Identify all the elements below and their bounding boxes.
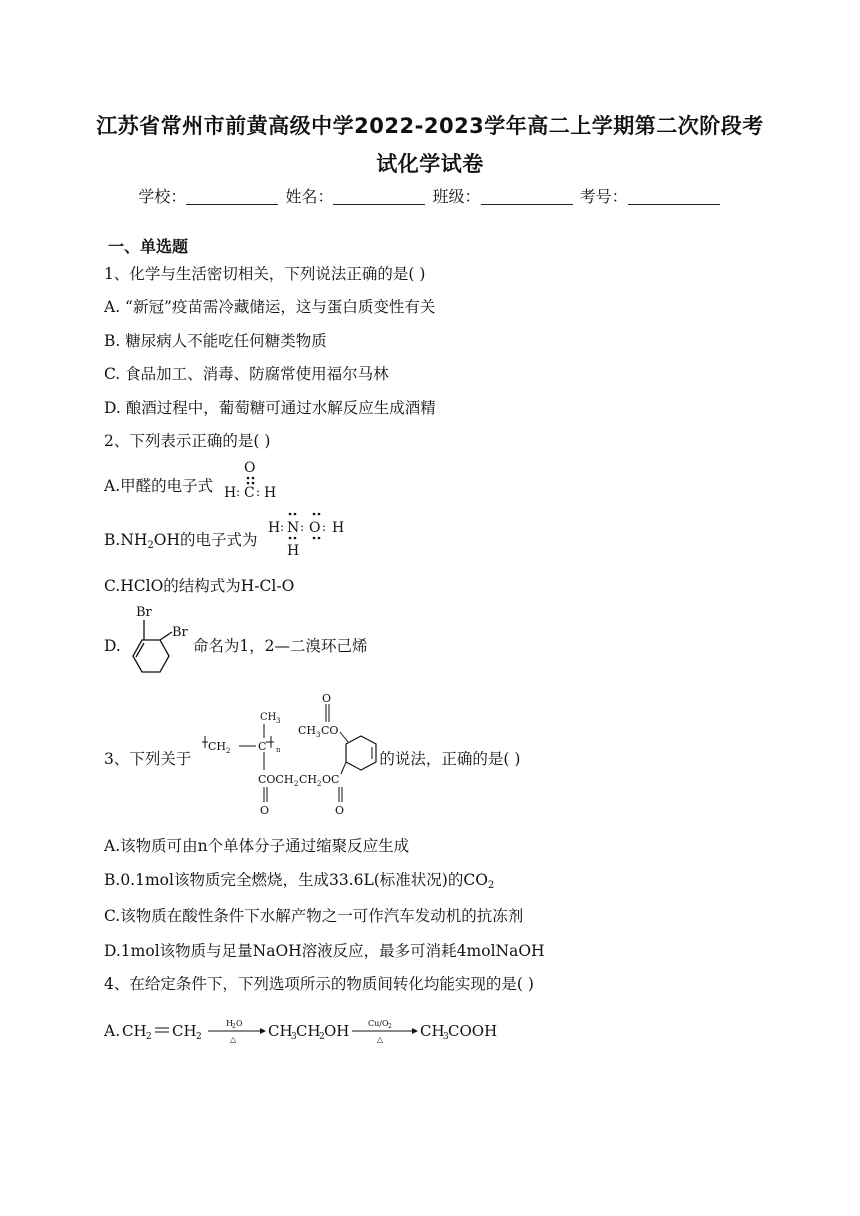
question-3-option-a: A.该物质可由n个单体分子通过缩聚反应生成 [104, 837, 410, 855]
svg-text:2: 2 [294, 780, 299, 788]
svg-text:△: △ [230, 1035, 237, 1044]
svg-text:n: n [276, 746, 281, 754]
svg-text:2: 2 [232, 1023, 236, 1030]
question-2-option-a [104, 474, 213, 496]
svg-text:O: O [309, 520, 321, 536]
question-1-option-d: D. 酿酒过程中，葡萄糖可通过水解反应生成酒精 [104, 399, 436, 417]
svg-text:CH: CH [296, 1022, 321, 1040]
svg-text::: : [280, 520, 285, 534]
question-4-option-a: A. [104, 1022, 121, 1040]
school-blank[interactable] [186, 188, 278, 205]
svg-text:CH: CH [172, 1022, 197, 1040]
svg-text:C: C [258, 740, 267, 753]
exam-number-label: 考号： [579, 187, 628, 206]
svg-text:O: O [236, 1019, 243, 1028]
option-a-text: A.甲醛的电子式 [104, 477, 214, 495]
hydroxylamine-electron-formula [266, 508, 350, 560]
svg-text:OC: OC [322, 773, 340, 786]
svg-text::: : [322, 520, 327, 534]
svg-text:CO: CO [321, 724, 339, 737]
question-2-option-c: C.HClO的结构式为H-Cl-O [104, 577, 295, 595]
polymer-structure [196, 690, 392, 820]
svg-text:3: 3 [291, 1032, 297, 1042]
svg-text::: : [256, 485, 261, 499]
svg-text:2: 2 [226, 747, 231, 755]
svg-text:CH: CH [268, 1022, 293, 1040]
name-blank[interactable] [333, 188, 425, 205]
svg-text:2: 2 [196, 1032, 202, 1042]
svg-text:CH: CH [208, 740, 227, 753]
svg-text:CH: CH [260, 712, 277, 723]
question-2-option-d: D. 命名为1，2—二溴环己烯 [104, 637, 368, 655]
class-label: 班级： [432, 187, 481, 206]
dibromocyclohexene-structure [116, 602, 194, 682]
question-2-stem: 2、下列表示正确的是( ) [104, 432, 271, 450]
svg-text:H: H [226, 1019, 233, 1028]
svg-text:3: 3 [443, 1032, 449, 1042]
nh2oh-formula: $NH_2OH$ [120, 531, 181, 551]
formaldehyde-electron-formula [220, 458, 282, 502]
name-label: 姓名： [285, 187, 334, 206]
svg-text:H: H [287, 543, 300, 559]
svg-text:O: O [335, 804, 345, 817]
svg-text:H: H [268, 520, 281, 536]
question-3-option-d: D.1mol该物质与足量NaOH溶液反应，最多可消耗4molNaOH [104, 942, 545, 960]
svg-text:CH: CH [299, 773, 318, 786]
svg-text:C: C [244, 485, 255, 501]
question-1-option-c: C. 食品加工、消毒、防腐常使用福尔马林 [104, 365, 389, 383]
section-heading: 一、单选题 [108, 237, 189, 256]
svg-text:H: H [264, 485, 277, 501]
question-3-option-c: C.该物质在酸性条件下水解产物之一可作汽车发动机的抗冻剂 [104, 907, 524, 925]
svg-text:2: 2 [388, 1023, 392, 1030]
svg-text::: : [300, 520, 305, 534]
question-1-option-a: A. “新冠”疫苗需冷藏储运，这与蛋白质变性有关 [104, 298, 436, 316]
class-blank[interactable] [481, 188, 573, 205]
svg-text::: : [236, 485, 241, 499]
svg-text:Cu/O: Cu/O [368, 1019, 389, 1028]
page-title: 江苏省常州市前黄高级中学2022-2023学年高二上学期第二次阶段考 [96, 114, 764, 138]
svg-text:2: 2 [146, 1032, 152, 1042]
svg-text:N: N [287, 520, 300, 536]
svg-text:2: 2 [317, 780, 322, 788]
question-4-stem: 4、在给定条件下，下列选项所示的物质间转化均能实现的是( ) [104, 975, 534, 993]
question-3-stem: 3、下列关于 的说法，正确的是( ) [104, 750, 521, 768]
svg-text:COCH: COCH [258, 773, 294, 786]
svg-text:CH: CH [298, 724, 317, 737]
svg-text:△: △ [377, 1035, 384, 1044]
svg-text:Br: Br [172, 625, 188, 640]
question-1-stem: 1、化学与生活密切相关，下列说法正确的是( ) [104, 265, 426, 283]
student-info-line [0, 184, 860, 207]
svg-text:O: O [260, 804, 270, 817]
exam-number-blank[interactable] [628, 188, 720, 205]
reaction-scheme-a [120, 1014, 520, 1048]
svg-text:Br: Br [136, 605, 152, 620]
school-label: 学校： [138, 187, 187, 206]
svg-text:3: 3 [316, 731, 321, 739]
svg-text:H: H [224, 485, 237, 501]
svg-text:O: O [244, 460, 256, 476]
svg-text:H: H [332, 520, 345, 536]
question-1-option-b: B. 糖尿病人不能吃任何糖类物质 [104, 332, 327, 350]
svg-text:CH: CH [420, 1022, 445, 1040]
svg-text:OH: OH [324, 1022, 350, 1040]
svg-text:3: 3 [276, 717, 281, 725]
page-title-continued: 试化学试卷 [376, 152, 484, 176]
svg-text:CH: CH [122, 1022, 147, 1040]
svg-text:O: O [322, 692, 332, 705]
svg-text:COOH: COOH [448, 1022, 498, 1040]
question-3-option-b: B.0.1mol该物质完全燃烧，生成33.6L(标准状况)的$CO_2$ [104, 871, 495, 891]
question-2-option-b: $B.NH_2OH$的电子式为 [104, 531, 258, 551]
svg-text:2: 2 [319, 1032, 325, 1042]
